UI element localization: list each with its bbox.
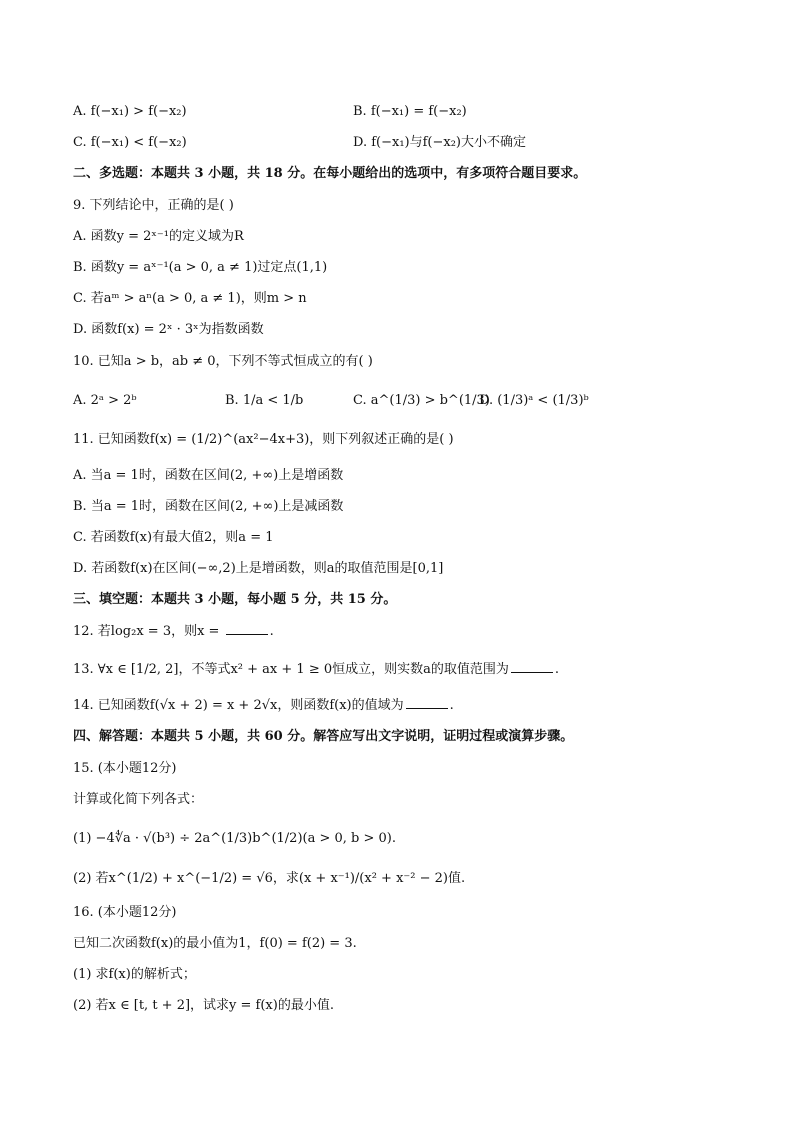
q16-intro: 已知二次函数f(x)的最小值为1，f(0) = f(2) = 3. (73, 936, 357, 951)
q13 (73, 660, 559, 679)
q12 (73, 622, 274, 641)
q13-end: . (554, 662, 560, 677)
section-heading-free-response: 四、解答题：本题共 5 小题，共 60 分。解答应写出文字说明，证明过程或演算步骤。 (73, 729, 574, 744)
q12-text: 12. 若log₂x = 3，则x = (73, 624, 224, 639)
q15-part2: (2) 若x^(1/2) + x^(−1/2) = √6，求(x + x⁻¹)/(x² + x⁻² − 2)值. (73, 871, 466, 886)
q11-option-b: B. 当a = 1时，函数在区间(2, +∞)上是减函数 (73, 499, 344, 514)
q9-option-d: D. 函数f(x) = 2ˣ · 3ˣ为指数函数 (73, 322, 264, 337)
q10-option-d: D. (1/3)ᵃ < (1/3)ᵇ (479, 393, 589, 408)
q10-option-b: B. 1/a < 1/b (225, 393, 304, 408)
q9-option-a: A. 函数y = 2ˣ⁻¹的定义域为R (73, 229, 244, 244)
q8-option-c: C. f(−x₁) < f(−x₂) (73, 135, 187, 150)
q11-stem: 11. 已知函数f(x) = (1/2)^(ax²−4x+3)，则下列叙述正确的是( ) (73, 432, 454, 447)
section-heading-fill-in: 三、填空题：本题共 3 小题，每小题 5 分，共 15 分。 (73, 592, 397, 607)
q16-part1: (1) 求f(x)的解析式； (73, 967, 196, 982)
q10-stem: 10. 已知a > b，ab ≠ 0，下列不等式恒成立的有( ) (73, 354, 373, 369)
q11-option-a: A. 当a = 1时，函数在区间(2, +∞)上是增函数 (73, 468, 344, 483)
q11-option-d: D. 若函数f(x)在区间(−∞,2)上是增函数，则a的取值范围是[0,1] (73, 561, 444, 576)
q15-intro: 计算或化简下列各式： (73, 792, 204, 807)
q13-text: 13. ∀x ∈ [1/2, 2]，不等式x² + ax + 1 ≥ 0恒成立，则实数a的取值范围为 (73, 662, 509, 677)
q9-stem: 9. 下列结论中，正确的是( ) (73, 198, 234, 213)
q12-answer-blank[interactable] (226, 622, 268, 635)
q16-header: 16. (本小题12分) (73, 905, 177, 920)
q8-option-d: D. f(−x₁)与f(−x₂)大小不确定 (353, 135, 527, 150)
q12-end: . (269, 624, 274, 639)
q15-part1: (1) −4∜a · √(b³) ÷ 2a^(1/3)b^(1/2)(a > 0, b > 0). (73, 831, 396, 846)
q14-end: . (449, 698, 454, 713)
q14-text: 14. 已知函数f(√x + 2) = x + 2√x，则函数f(x)的值域为 (73, 698, 404, 713)
q13-answer-blank[interactable] (511, 660, 553, 673)
q14-answer-blank[interactable] (406, 696, 448, 709)
q11-option-c: C. 若函数f(x)有最大值2，则a = 1 (73, 530, 274, 545)
q9-option-b: B. 函数y = aˣ⁻¹(a > 0, a ≠ 1)过定点(1,1) (73, 260, 328, 275)
q9-option-c: C. 若aᵐ > aⁿ(a > 0, a ≠ 1)，则m > n (73, 291, 307, 306)
q10-option-a: A. 2ᵃ > 2ᵇ (73, 393, 137, 408)
q10-option-c: C. a^(1/3) > b^(1/3) (353, 393, 490, 408)
q8-option-b: B. f(−x₁) = f(−x₂) (353, 104, 467, 119)
q16-part2: (2) 若x ∈ [t, t + 2]，试求y = f(x)的最小值. (73, 998, 334, 1013)
q14 (73, 696, 454, 715)
section-heading-multiple-choice: 二、多选题：本题共 3 小题，共 18 分。在每小题给出的选项中，有多项符合题目要求。 (73, 166, 587, 181)
q15-header: 15. (本小题12分) (73, 761, 177, 776)
q8-option-a: A. f(−x₁) > f(−x₂) (73, 104, 187, 119)
